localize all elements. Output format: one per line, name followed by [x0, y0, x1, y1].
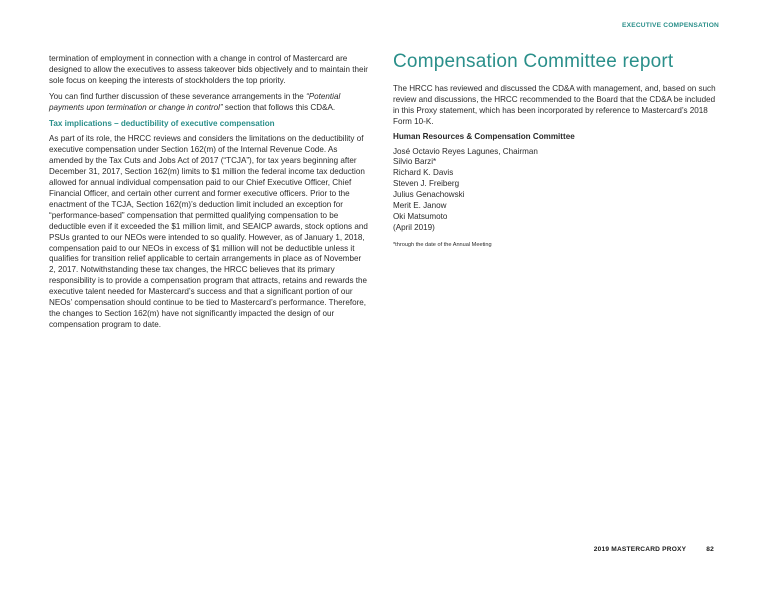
committee-member: José Octavio Reyes Lagunes, Chairman: [393, 146, 538, 156]
committee-members-list: [393, 147, 723, 234]
committee-member: Julius Genachowski: [393, 190, 465, 200]
left-column: [49, 54, 369, 331]
committee-member: Silvio Barzi*: [393, 157, 437, 167]
footnote: *through the date of the Annual Meeting: [393, 241, 492, 248]
compensation-committee-report-title: Compensation Committee report: [393, 51, 674, 72]
severance-paragraph: termination of employment in connection with a change in control of Mastercard are designed to allow the executives to assess takeover bids objectively and to maintain their sole focus on keeping the interests of stockholders the top priority.: [49, 54, 368, 85]
page-footer: [594, 546, 714, 553]
further-discussion-text-start: You can find further discussion of these severance arrangements in the: [49, 91, 307, 101]
further-discussion-paragraph: [49, 92, 369, 114]
page-number: 82: [706, 546, 714, 553]
committee-name: Human Resources & Compensation Committee: [393, 131, 575, 141]
tax-implications-subheading: Tax implications – deductibility of executive compensation: [49, 118, 275, 128]
report-intro-paragraph: The HRCC has reviewed and discussed the CD&A with management, and, based on such review and discussions, the HRCC recommended to the Board that the CD&A be included in this Proxy statement, which has been incorporated by reference to Mastercard’s 2018 Form 10-K.: [393, 84, 716, 126]
committee-member: Richard K. Davis: [393, 168, 454, 178]
cross-reference-title: “Potential payments upon termination or change in control”: [49, 91, 341, 112]
committee-member: Oki Matsumoto: [393, 211, 448, 221]
report-date: (April 2019): [393, 222, 435, 232]
committee-member: Merit E. Janow: [393, 201, 447, 211]
further-discussion-text-end: section that follows this CD&A.: [222, 102, 336, 112]
right-column: [393, 51, 723, 253]
tax-implications-paragraph: As part of its role, the HRCC reviews and considers the limitations on the deductibility of executive compensation under Section 162(m) of the Internal Revenue Code. As amended by the Tax Cuts and Jobs Act of 2017 (“TCJA”), for tax years beginning after December 31, 2017, Section 162(m) limits to $1 million the federal income tax deduction allowed for annual individual compensation paid to our Chief Executive Officer, Chief Financial Officer, and certain other current and former executive officers. Prior to the enactment of the TCJA, Section 162(m)’s deduction limit included an exception for “performance-based” compensation that permitted qualifying compensation to be deductible even if it exceeded the $1 million limit, and SEAICP awards, stock options and PSUs granted to our NEOs were intended to so qualify. However, as of January 1, 2018, compensation paid to our NEOs in excess of $1 million will not be deductible unless it qualifies for transition relief applicable to certain arrangements in place as of November 2, 2017. Notwithstanding these tax changes, the HRCC believes that its primary responsibility is to provide a compensation program that attracts, retains and rewards the executive talent needed for Mastercard’s success and that a significant portion of our NEOs’ compensation should continue to be tied to Mastercard’s performance. Therefore, the changes to Section 162(m) have not significantly impacted the design of our compensation program to date.: [49, 134, 368, 329]
section-header-label: EXECUTIVE COMPENSATION: [622, 22, 719, 29]
footer-document-label: 2019 MASTERCARD PROXY: [593, 546, 687, 553]
committee-member: Steven J. Freiberg: [393, 179, 460, 189]
